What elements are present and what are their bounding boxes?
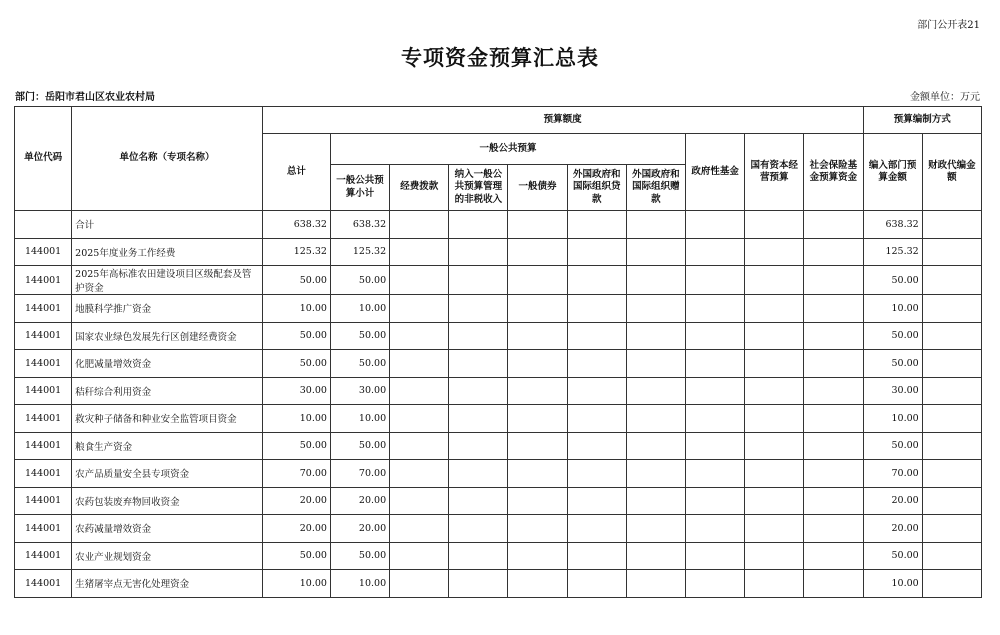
cell-general-bonds [508,266,567,295]
cell-project-name: 合计 [72,211,263,239]
cell-total: 30.00 [262,377,330,405]
cell-fiscal-compile [922,432,981,460]
cell-general-subtotal: 50.00 [330,350,389,378]
cell-government-fund [685,570,744,598]
cell-state-capital [745,238,804,266]
cell-social-insurance [804,266,863,295]
cell-social-insurance [804,322,863,350]
cell-social-insurance [804,350,863,378]
cell-state-capital [745,487,804,515]
cell-government-fund [685,266,744,295]
header-foreign-loans: 外国政府和国际组织贷款 [567,165,626,211]
header-non-tax-income: 纳入一般公共预算管理的非税收入 [449,165,508,211]
cell-government-fund [685,238,744,266]
cell-government-fund [685,350,744,378]
cell-foreign-grants [626,570,685,598]
cell-general-subtotal: 50.00 [330,432,389,460]
cell-non-tax-income [449,460,508,488]
cell-general-subtotal: 50.00 [330,542,389,570]
table-row [15,350,982,378]
cell-general-bonds [508,322,567,350]
cell-foreign-loans [567,405,626,433]
cell-total: 20.00 [262,515,330,543]
cell-social-insurance [804,515,863,543]
cell-state-capital [745,211,804,239]
cell-foreign-loans [567,432,626,460]
cell-unit-code: 144001 [15,570,72,598]
cell-fiscal-compile [922,266,981,295]
cell-total: 70.00 [262,460,330,488]
cell-state-capital [745,377,804,405]
cell-non-tax-income [449,295,508,323]
table-row [15,432,982,460]
cell-foreign-grants [626,295,685,323]
cell-funding-allocation [390,487,449,515]
cell-into-department: 70.00 [863,460,922,488]
cell-funding-allocation [390,460,449,488]
cell-general-subtotal: 50.00 [330,266,389,295]
cell-foreign-grants [626,405,685,433]
table-row [15,515,982,543]
cell-general-bonds [508,211,567,239]
cell-unit-code: 144001 [15,432,72,460]
cell-general-subtotal: 10.00 [330,405,389,433]
cell-general-bonds [508,515,567,543]
cell-state-capital [745,432,804,460]
table-row [15,295,982,323]
cell-into-department: 125.32 [863,238,922,266]
page-title: 专项资金预算汇总表 [401,45,599,70]
header-state-capital: 国有资本经营预算 [745,134,804,211]
cell-into-department: 638.32 [863,211,922,239]
cell-project-name: 地膜科学推广资金 [72,295,263,323]
cell-foreign-loans [567,377,626,405]
header-social-insurance: 社会保险基金预算资金 [804,134,863,211]
cell-fiscal-compile [922,460,981,488]
cell-funding-allocation [390,238,449,266]
header-total: 总计 [262,134,330,211]
cell-fiscal-compile [922,515,981,543]
cell-unit-code: 144001 [15,515,72,543]
cell-fiscal-compile [922,377,981,405]
cell-general-bonds [508,487,567,515]
budget-table [14,106,982,598]
cell-unit-code: 144001 [15,405,72,433]
cell-social-insurance [804,377,863,405]
cell-state-capital [745,322,804,350]
cell-unit-code: 144001 [15,295,72,323]
cell-into-department: 20.00 [863,515,922,543]
cell-unit-code: 144001 [15,377,72,405]
cell-unit-code: 144001 [15,460,72,488]
cell-funding-allocation [390,295,449,323]
cell-total: 10.00 [262,295,330,323]
header-budget-amount: 预算额度 [262,107,863,134]
cell-non-tax-income [449,377,508,405]
cell-general-bonds [508,432,567,460]
cell-funding-allocation [390,322,449,350]
cell-government-fund [685,515,744,543]
header-funding-allocation: 经费拨款 [390,165,449,211]
cell-unit-code: 144001 [15,542,72,570]
cell-social-insurance [804,542,863,570]
department-label: 部门：岳阳市君山区农业农村局 [15,92,155,103]
cell-social-insurance [804,238,863,266]
cell-into-department: 20.00 [863,487,922,515]
cell-total: 638.32 [262,211,330,239]
cell-project-name: 化肥减量增效资金 [72,350,263,378]
cell-government-fund [685,377,744,405]
cell-state-capital [745,460,804,488]
cell-fiscal-compile [922,350,981,378]
cell-into-department: 30.00 [863,377,922,405]
cell-foreign-loans [567,238,626,266]
cell-general-subtotal: 10.00 [330,570,389,598]
cell-foreign-grants [626,322,685,350]
cell-general-subtotal: 10.00 [330,295,389,323]
cell-foreign-grants [626,377,685,405]
cell-foreign-loans [567,322,626,350]
cell-foreign-grants [626,350,685,378]
cell-general-bonds [508,350,567,378]
cell-non-tax-income [449,542,508,570]
cell-general-subtotal: 50.00 [330,322,389,350]
cell-into-department: 50.00 [863,542,922,570]
cell-foreign-grants [626,432,685,460]
cell-general-bonds [508,570,567,598]
cell-fiscal-compile [922,570,981,598]
cell-total: 125.32 [262,238,330,266]
cell-funding-allocation [390,570,449,598]
cell-project-name: 农业产业规划资金 [72,542,263,570]
cell-foreign-loans [567,570,626,598]
cell-total: 50.00 [262,542,330,570]
cell-fiscal-compile [922,211,981,239]
cell-state-capital [745,405,804,433]
cell-total: 50.00 [262,322,330,350]
cell-non-tax-income [449,266,508,295]
cell-state-capital [745,295,804,323]
table-row [15,377,982,405]
cell-fiscal-compile [922,487,981,515]
cell-total: 50.00 [262,266,330,295]
table-row [15,542,982,570]
cell-foreign-loans [567,211,626,239]
cell-non-tax-income [449,322,508,350]
cell-project-name: 粮食生产资金 [72,432,263,460]
cell-general-bonds [508,405,567,433]
table-row [15,405,982,433]
cell-general-bonds [508,542,567,570]
header-general-public-budget: 一般公共预算 [330,134,685,165]
cell-general-subtotal: 125.32 [330,238,389,266]
cell-non-tax-income [449,350,508,378]
header-compile-method: 预算编制方式 [863,107,981,134]
cell-fiscal-compile [922,405,981,433]
cell-general-subtotal: 20.00 [330,515,389,543]
cell-foreign-grants [626,515,685,543]
table-row [15,266,982,295]
cell-into-department: 50.00 [863,322,922,350]
cell-state-capital [745,570,804,598]
cell-state-capital [745,266,804,295]
cell-government-fund [685,295,744,323]
cell-project-name: 农药包装废弃物回收资金 [72,487,263,515]
cell-foreign-loans [567,487,626,515]
cell-government-fund [685,405,744,433]
cell-government-fund [685,460,744,488]
cell-fiscal-compile [922,238,981,266]
cell-unit-code: 144001 [15,238,72,266]
cell-funding-allocation [390,377,449,405]
cell-general-bonds [508,295,567,323]
cell-non-tax-income [449,211,508,239]
table-row [15,570,982,598]
cell-total: 20.00 [262,487,330,515]
cell-general-bonds [508,238,567,266]
cell-general-bonds [508,377,567,405]
cell-funding-allocation [390,350,449,378]
header-into-department: 编入部门预算金额 [863,134,922,211]
cell-foreign-loans [567,350,626,378]
cell-project-name: 救灾种子储备和种业安全监管项目资金 [72,405,263,433]
cell-project-name: 秸秆综合利用资金 [72,377,263,405]
cell-general-subtotal: 638.32 [330,211,389,239]
cell-social-insurance [804,211,863,239]
amount-unit-label: 金额单位：万元 [910,92,980,103]
cell-social-insurance [804,487,863,515]
cell-project-name: 2025年高标准农田建设项目区级配套及管护资金 [72,266,263,295]
table-row [15,238,982,266]
cell-state-capital [745,350,804,378]
form-number: 部门公开表21 [917,20,980,31]
cell-funding-allocation [390,405,449,433]
cell-social-insurance [804,295,863,323]
cell-government-fund [685,487,744,515]
cell-foreign-grants [626,238,685,266]
cell-into-department: 50.00 [863,432,922,460]
cell-project-name: 农药减量增效资金 [72,515,263,543]
table-row-total [15,211,982,239]
cell-total: 50.00 [262,350,330,378]
header-government-fund: 政府性基金 [685,134,744,211]
cell-general-subtotal: 30.00 [330,377,389,405]
cell-social-insurance [804,570,863,598]
cell-general-subtotal: 20.00 [330,487,389,515]
header-unit-name: 单位名称（专项名称） [72,107,263,211]
cell-unit-code [15,211,72,239]
cell-project-name: 农产品质量安全县专项资金 [72,460,263,488]
cell-into-department: 10.00 [863,570,922,598]
cell-non-tax-income [449,570,508,598]
cell-unit-code: 144001 [15,350,72,378]
cell-foreign-loans [567,515,626,543]
cell-unit-code: 144001 [15,322,72,350]
cell-state-capital [745,542,804,570]
cell-state-capital [745,515,804,543]
cell-fiscal-compile [922,295,981,323]
cell-government-fund [685,542,744,570]
cell-general-bonds [508,460,567,488]
table-row [15,487,982,515]
cell-project-name: 2025年度业务工作经费 [72,238,263,266]
cell-foreign-grants [626,542,685,570]
cell-social-insurance [804,460,863,488]
cell-non-tax-income [449,432,508,460]
cell-funding-allocation [390,515,449,543]
header-general-subtotal: 一般公共预算小计 [330,165,389,211]
cell-social-insurance [804,432,863,460]
cell-unit-code: 144001 [15,487,72,515]
cell-general-subtotal: 70.00 [330,460,389,488]
cell-into-department: 10.00 [863,405,922,433]
cell-foreign-loans [567,295,626,323]
cell-unit-code: 144001 [15,266,72,295]
cell-government-fund [685,322,744,350]
cell-funding-allocation [390,432,449,460]
cell-foreign-loans [567,460,626,488]
header-general-bonds: 一般债券 [508,165,567,211]
cell-foreign-grants [626,266,685,295]
cell-into-department: 50.00 [863,266,922,295]
cell-foreign-grants [626,460,685,488]
header-unit-code: 单位代码 [15,107,72,211]
header-foreign-grants: 外国政府和国际组织赠款 [626,165,685,211]
cell-social-insurance [804,405,863,433]
cell-total: 10.00 [262,570,330,598]
cell-foreign-loans [567,542,626,570]
cell-funding-allocation [390,266,449,295]
table-row [15,322,982,350]
cell-government-fund [685,211,744,239]
cell-foreign-grants [626,487,685,515]
cell-into-department: 50.00 [863,350,922,378]
cell-funding-allocation [390,542,449,570]
cell-total: 10.00 [262,405,330,433]
cell-funding-allocation [390,211,449,239]
cell-non-tax-income [449,405,508,433]
cell-non-tax-income [449,515,508,543]
cell-foreign-loans [567,266,626,295]
cell-fiscal-compile [922,322,981,350]
table-row [15,460,982,488]
cell-foreign-grants [626,211,685,239]
cell-non-tax-income [449,487,508,515]
cell-fiscal-compile [922,542,981,570]
header-fiscal-compile: 财政代编金额 [922,134,981,211]
cell-into-department: 10.00 [863,295,922,323]
cell-non-tax-income [449,238,508,266]
cell-project-name: 生猪屠宰点无害化处理资金 [72,570,263,598]
cell-project-name: 国家农业绿色发展先行区创建经费资金 [72,322,263,350]
cell-total: 50.00 [262,432,330,460]
cell-government-fund [685,432,744,460]
